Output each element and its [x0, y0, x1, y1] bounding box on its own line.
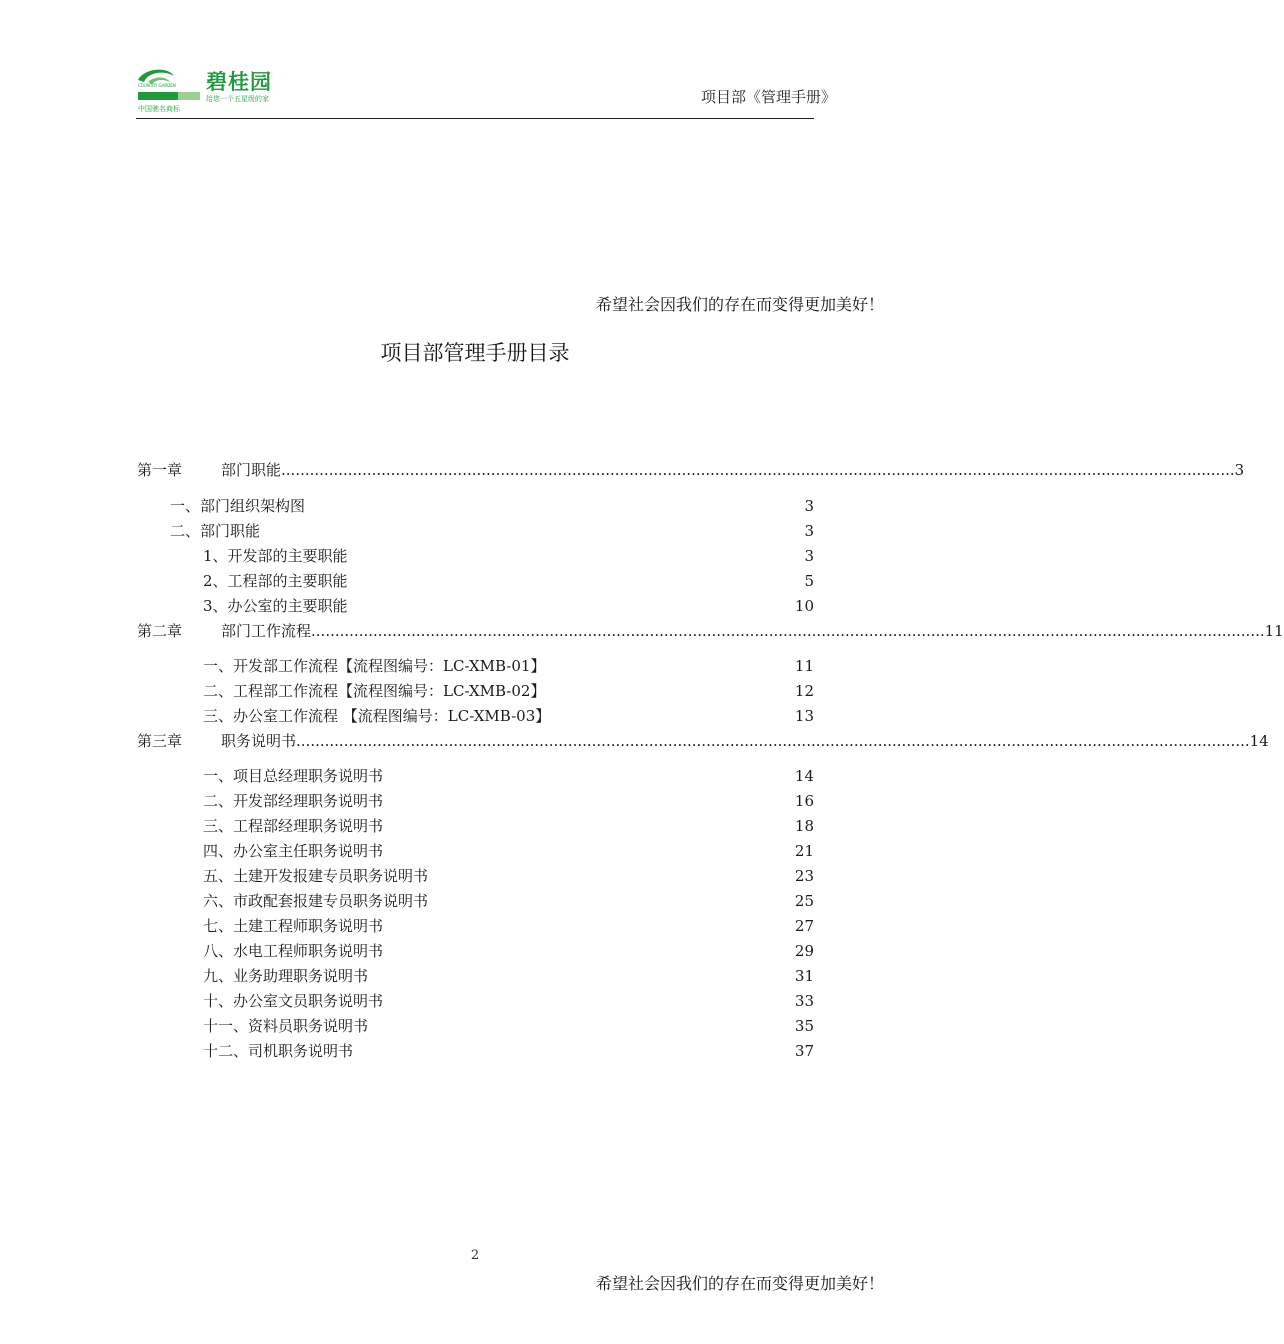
document-title: 项目部管理手册目录 — [380, 341, 570, 365]
toc-page-number: 18 — [794, 817, 814, 835]
toc-item-text: 十二、司机职务说明书 — [203, 1042, 354, 1060]
toc-item-entry[interactable] — [203, 966, 814, 986]
toc-page-number: 13 — [794, 707, 814, 725]
toc-chapter-number: 第三章 — [137, 732, 183, 750]
toc-item-entry[interactable] — [203, 891, 814, 911]
toc-item-text: 二、开发部经理职务说明书 — [203, 792, 384, 810]
toc-item-text: 一、开发部工作流程【流程图编号：LC-XMB-01】 — [203, 657, 546, 675]
toc-item-entry[interactable] — [170, 521, 814, 541]
toc-page-number: 14 — [794, 767, 814, 785]
toc-item-entry[interactable] — [203, 706, 814, 726]
toc-page-number: 11 — [794, 657, 814, 675]
toc-page-number: 11 — [1264, 622, 1284, 640]
toc-chapter-entry[interactable] — [137, 621, 1284, 641]
toc-page-number: 33 — [794, 992, 814, 1010]
toc-leader-dots: ........................................................................................................................................................................................................ — [281, 461, 1235, 479]
toc-item-entry[interactable] — [203, 791, 814, 811]
page-number: 2 — [470, 1248, 480, 1263]
toc-item-text: 九、业务助理职务说明书 — [203, 967, 369, 985]
toc-item-entry[interactable] — [203, 1016, 814, 1036]
toc-page-number: 16 — [794, 792, 814, 810]
toc-item-entry[interactable] — [203, 841, 814, 861]
toc-item-text: 二、工程部工作流程【流程图编号：LC-XMB-02】 — [203, 682, 546, 700]
toc-page-number: 10 — [794, 597, 814, 615]
toc-page-number: 3 — [804, 497, 814, 515]
logo-english: COUNTRY GARDEN — [138, 83, 176, 88]
toc-item-entry[interactable] — [203, 571, 814, 591]
toc-item-entry[interactable] — [203, 766, 814, 786]
toc-page-number: 37 — [794, 1042, 814, 1060]
toc-leader-dots: ........................................................................................................................................................................................................ — [296, 732, 1250, 750]
toc-chapter-title: 职务说明书 — [221, 732, 297, 750]
toc-leader-dots: ........................................................................................................................................................................................................ — [311, 622, 1265, 640]
toc-page-number: 27 — [794, 917, 814, 935]
toc-item-text: 七、土建工程师职务说明书 — [203, 917, 384, 935]
toc-page-number: 29 — [794, 942, 814, 960]
motto-bottom: 希望社会因我们的存在而变得更加美好！ — [595, 1274, 884, 1293]
toc-page-number: 21 — [794, 842, 814, 860]
logo-slogan: 给您一个五星级的家 — [206, 95, 269, 103]
toc-page-number: 3 — [1234, 461, 1245, 479]
toc-page-number: 23 — [794, 867, 814, 885]
header-title: 项目部《管理手册》 — [700, 88, 836, 106]
toc-item-entry[interactable] — [170, 496, 814, 516]
toc-item-text: 3、办公室的主要职能 — [203, 597, 348, 615]
toc-page-number: 14 — [1249, 732, 1269, 750]
toc-item-text: 三、工程部经理职务说明书 — [203, 817, 384, 835]
toc-item-entry[interactable] — [203, 991, 814, 1011]
toc-item-entry[interactable] — [203, 681, 814, 701]
toc-chapter-entry[interactable] — [137, 460, 1245, 480]
toc-item-entry[interactable] — [203, 1041, 814, 1061]
toc-item-text: 四、办公室主任职务说明书 — [203, 842, 384, 860]
toc-page-number: 25 — [794, 892, 814, 910]
toc-item-entry[interactable] — [203, 866, 814, 886]
motto-top: 希望社会因我们的存在而变得更加美好！ — [595, 295, 884, 314]
toc-item-text: 三、办公室工作流程 【流程图编号：LC-XMB-03】 — [203, 707, 551, 725]
toc-item-text: 一、部门组织架构图 — [170, 497, 306, 515]
toc-item-entry[interactable] — [203, 596, 814, 616]
toc-page-number: 35 — [794, 1017, 814, 1035]
toc-item-text: 十一、资料员职务说明书 — [203, 1017, 369, 1035]
toc-item-text: 八、水电工程师职务说明书 — [203, 942, 384, 960]
toc-chapter-number: 第一章 — [137, 461, 183, 479]
toc-chapter-title: 部门职能 — [221, 461, 282, 479]
toc-page-number: 5 — [804, 572, 814, 590]
toc-page-number: 12 — [794, 682, 814, 700]
toc-item-text: 1、开发部的主要职能 — [203, 547, 348, 565]
toc-item-text: 五、土建开发报建专员职务说明书 — [203, 867, 429, 885]
toc-item-entry[interactable] — [203, 916, 814, 936]
header-divider — [136, 118, 814, 119]
toc-page-number: 31 — [794, 967, 814, 985]
toc-item-text: 十、办公室文员职务说明书 — [203, 992, 384, 1010]
toc-item-text: 2、工程部的主要职能 — [203, 572, 348, 590]
toc-item-text: 二、部门职能 — [170, 522, 261, 540]
toc-item-text: 一、项目总经理职务说明书 — [203, 767, 384, 785]
logo-brand-name: 碧桂园 — [206, 70, 272, 94]
logo-badge: 中国驰名商标 — [138, 105, 180, 113]
toc-item-entry[interactable] — [203, 941, 814, 961]
company-logo — [134, 66, 284, 116]
toc-item-text: 六、市政配套报建专员职务说明书 — [203, 892, 429, 910]
toc-chapter-title: 部门工作流程 — [221, 622, 312, 640]
toc-item-entry[interactable] — [203, 656, 814, 676]
toc-item-entry[interactable] — [203, 546, 814, 566]
toc-page-number: 3 — [804, 547, 814, 565]
toc-item-entry[interactable] — [203, 816, 814, 836]
toc-chapter-entry[interactable] — [137, 731, 1269, 751]
toc-chapter-number: 第二章 — [137, 622, 183, 640]
toc-page-number: 3 — [804, 522, 814, 540]
